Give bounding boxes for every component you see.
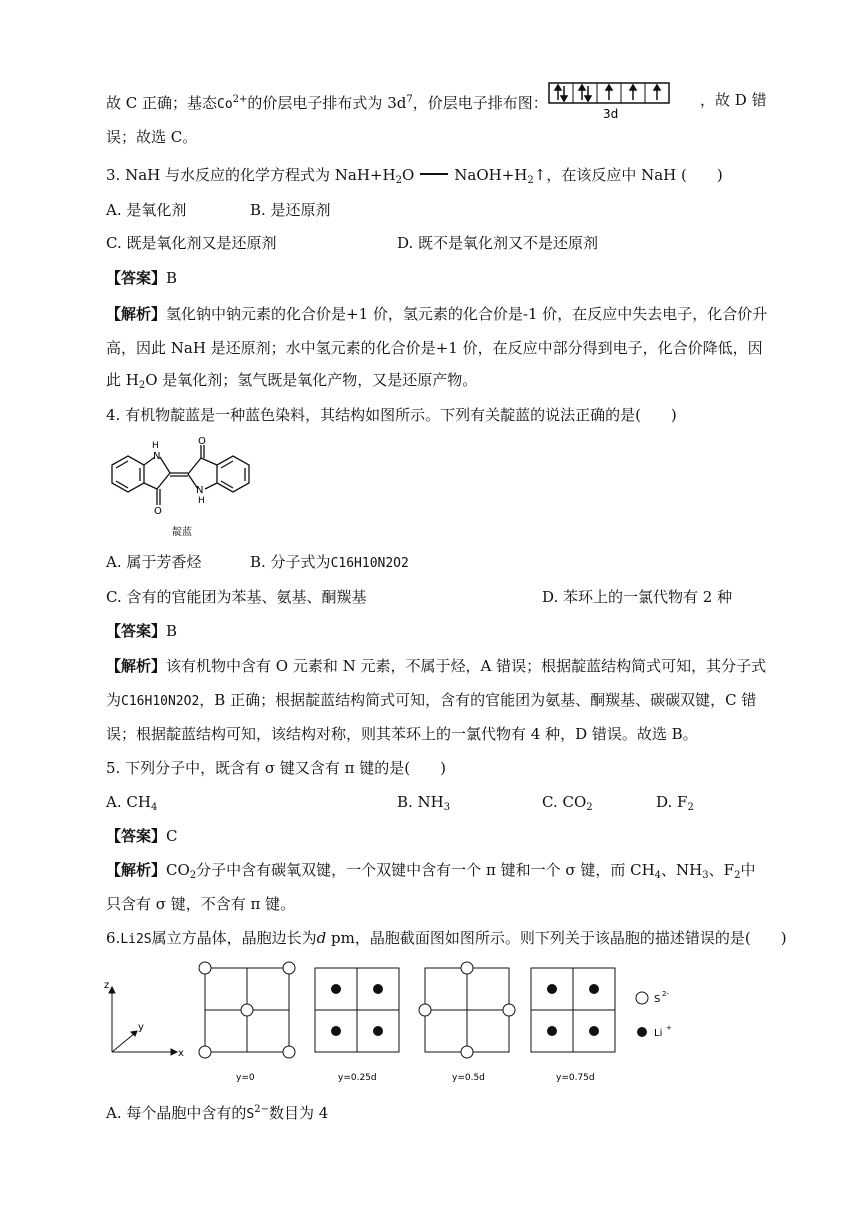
explanation-tag: 【解析】 (106, 657, 167, 675)
legend-label: S (654, 994, 661, 1005)
text-line (106, 90, 548, 115)
text-line (106, 690, 756, 712)
text: ，价层电子排布图： (412, 94, 548, 112)
axis-label: z (104, 980, 110, 991)
panel-label: y=0.5d (452, 1073, 485, 1083)
question-6 (106, 928, 787, 950)
answer-value: B (166, 269, 178, 287)
explanation-5 (106, 860, 755, 886)
formula: Li2S (120, 932, 152, 947)
text: 氢化钠中钠元素的化合价是+1 价，氢元素的化合价是-1 价，在反应中失去电子，化合价升 (166, 305, 768, 323)
option-c (542, 792, 593, 818)
option-b (397, 792, 450, 818)
atom-label: N (153, 451, 161, 462)
orbital-diagram (548, 82, 672, 122)
text: ，故 D 错 (700, 91, 767, 109)
answer-tag: 【答案】 (106, 622, 167, 640)
text: ，B 正确；根据靛蓝结构简式可知，含有的官能团为氨基、酮羰基、碳碳双键，C 错 (199, 691, 757, 709)
text: 2 (586, 802, 593, 813)
formula: C16H10N2O2 (330, 556, 409, 571)
text: 中 (740, 861, 756, 879)
axis-label: y (138, 1022, 144, 1033)
option-a: A. 属于芳香烃 (106, 553, 202, 571)
text: 2+ (232, 94, 248, 105)
panel-label: y=0.25d (338, 1073, 377, 1083)
text-line: 误；故选 C。 (106, 128, 198, 146)
text: 2 (395, 175, 402, 186)
question-3 (106, 165, 723, 191)
text-line: 高，因此 NaH 是还原剂；水中氢元素的化合价是+1 价，在反应中部分得到电子，化合价降低，因 (106, 339, 763, 357)
text: ↑，在该反应中 NaH ( ) (533, 166, 723, 184)
panel-label: y=0.75d (556, 1073, 595, 1083)
text: 7 (406, 94, 413, 105)
axis-label: x (178, 1048, 184, 1059)
answer-5 (106, 826, 178, 846)
answer-value: C (166, 827, 178, 845)
text: 2 (527, 175, 534, 186)
text: Co (217, 97, 233, 112)
text: 、NH (661, 861, 703, 879)
answer-value: B (166, 622, 178, 640)
explanation-3 (106, 304, 767, 324)
option-a (106, 1100, 328, 1125)
option-c: C. 既是氧化剂又是还原剂 (106, 234, 277, 252)
text: 2 (189, 870, 197, 881)
legend-sulfide-icon (636, 992, 648, 1004)
question-4: 4. 有机物靛蓝是一种蓝色染料，其结构如图所示。下列有关靛蓝的说法正确的是( ) (106, 406, 677, 424)
text: 3 (702, 870, 709, 881)
question-5: 5. 下列分子中，既含有 σ 键又含有 π 键的是( ) (106, 759, 446, 777)
text: B. NH (397, 793, 444, 811)
option-b (250, 552, 409, 574)
text: 属立方晶体，晶胞边长为 (151, 929, 317, 947)
text: 2 (734, 870, 741, 881)
text: O 是氧化剂；氢气既是氧化产物，又是还原产物。 (145, 371, 478, 389)
text: pm，晶胞截面图如图所示。则下列关于该晶胞的描述错误的是( ) (326, 929, 787, 947)
text-line (106, 370, 477, 396)
text: 故 C 正确；基态 (106, 94, 218, 112)
text: B. 分子式为 (250, 553, 331, 571)
text: 2 (687, 802, 694, 813)
option-d (656, 792, 694, 818)
text: 4 (654, 870, 662, 881)
option-b: B. 是还原剂 (250, 201, 331, 219)
text: 4 (150, 802, 158, 813)
text: 为 (106, 691, 122, 709)
atom-label: O (198, 436, 206, 447)
text: 6. (106, 929, 121, 947)
text: 该有机物中含有 O 元素和 N 元素，不属于烃，A 错误；根据靛蓝结构简式可知，其分子式 (166, 657, 767, 675)
legend-label: 2- (662, 990, 669, 998)
text: NaOH+H (454, 166, 528, 184)
option-c: C. 含有的官能团为苯基、氨基、酮羰基 (106, 588, 367, 606)
explanation-4 (106, 656, 766, 676)
text: A. CH (106, 793, 151, 811)
text: CO (166, 861, 190, 879)
option-a: A. 是氧化剂 (106, 201, 187, 219)
formula: C16H10N2O2 (121, 694, 200, 709)
reaction-arrow (420, 173, 448, 175)
legend-lithium-icon (637, 1027, 647, 1037)
text: 此 H (106, 371, 139, 389)
text: O (401, 166, 415, 184)
axes-icon (109, 987, 177, 1055)
text: C. CO (542, 793, 587, 811)
answer-tag: 【答案】 (106, 269, 167, 287)
option-d: D. 苯环上的一氯代物有 2 种 (542, 588, 733, 606)
text: 的价层电子排布式为 3d (247, 94, 407, 112)
text-line: 只含有 σ 键，不含有 π 键。 (106, 895, 296, 913)
text: 数目为 4 (268, 1104, 329, 1122)
orbital-label: 3d (603, 107, 619, 121)
legend-label: + (666, 1024, 672, 1032)
legend-label: Li (654, 1028, 663, 1039)
atom-label: O (154, 506, 162, 517)
explanation-tag: 【解析】 (106, 305, 167, 323)
answer-3 (106, 268, 177, 288)
answer-tag: 【答案】 (106, 827, 167, 845)
text: 2 (138, 380, 146, 391)
answer-4 (106, 621, 177, 641)
text: 3 (443, 802, 451, 813)
text: 3. NaH 与水反应的化学方程式为 NaH+H (106, 166, 396, 184)
text: 、F (708, 861, 735, 879)
atom-label: H (198, 496, 205, 506)
text-line: 误；根据靛蓝结构可知，该结构对称，则其苯环上的一氯代物有 4 种，D 错误。故选 B。 (106, 725, 698, 743)
indigo-structure (100, 435, 270, 540)
structure-caption: 靛蓝 (172, 527, 192, 538)
option-a (106, 792, 157, 818)
text: A. 每个晶胞中含有的 (106, 1104, 247, 1122)
text: 2− (254, 1104, 269, 1115)
text: S (246, 1107, 255, 1122)
panel-label: y=0 (236, 1073, 255, 1083)
text: d (316, 929, 327, 947)
atom-label: N (196, 485, 204, 496)
atom-label: H (152, 441, 159, 451)
option-d: D. 既不是氧化剂又不是还原剂 (397, 234, 599, 252)
text: D. F (656, 793, 688, 811)
crystal-cell-figure (100, 960, 720, 1090)
text: 分子中含有碳氧双键，一个双键中含有一个 π 键和一个 σ 键，而 CH (196, 861, 655, 879)
explanation-tag: 【解析】 (106, 861, 167, 879)
